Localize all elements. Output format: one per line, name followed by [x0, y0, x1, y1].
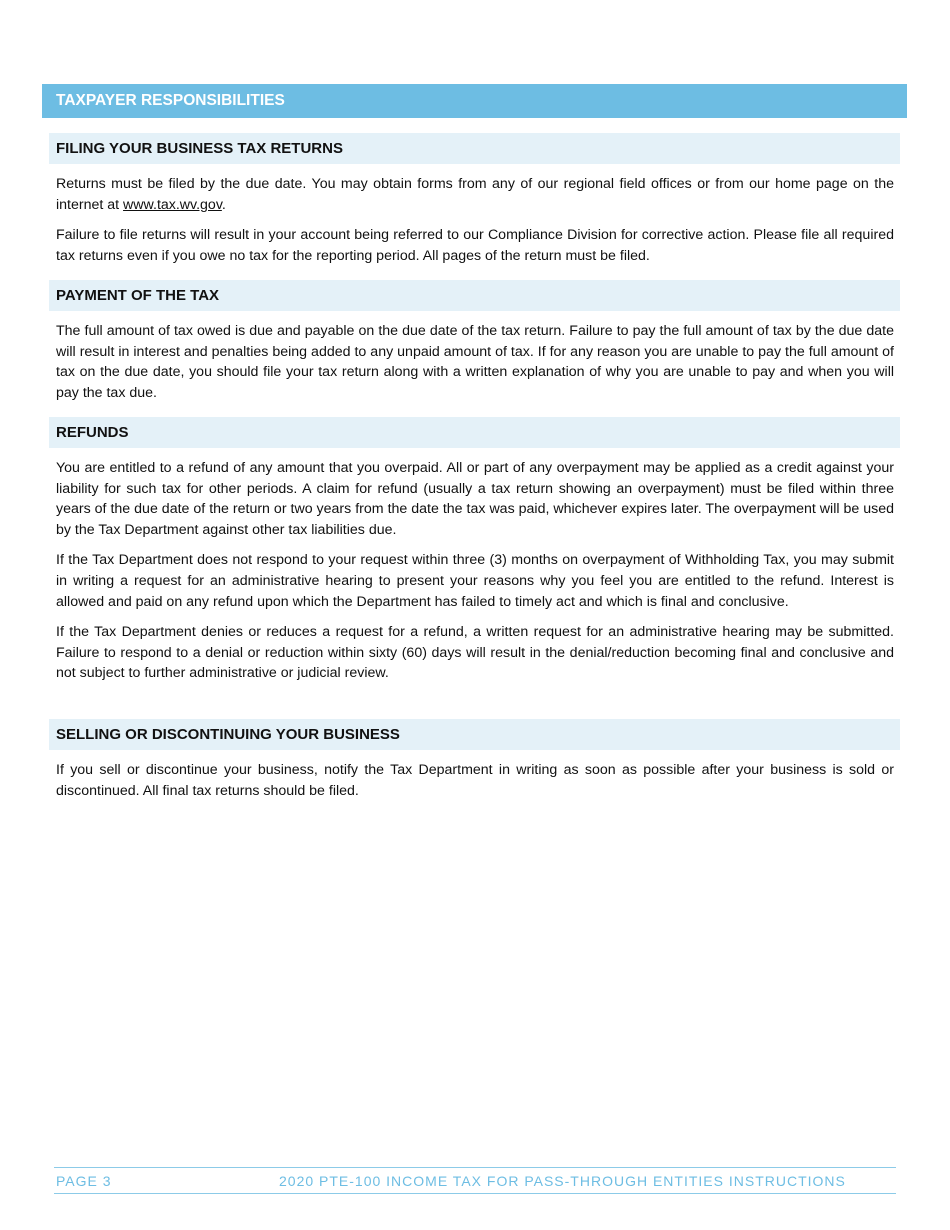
footer-divider-top — [54, 1167, 896, 1168]
section-refunds — [49, 417, 900, 684]
section-heading: PAYMENT OF THE TAX — [49, 280, 900, 311]
page-banner-title: TAXPAYER RESPONSIBILITIES — [42, 84, 907, 118]
section-payment — [49, 280, 900, 403]
footer-divider-bottom — [54, 1193, 896, 1194]
paragraph-text: . — [221, 196, 226, 213]
paragraph — [56, 174, 894, 215]
paragraph: You are entitled to a refund of any amount that you overpaid. All or part of any overpayment may be applied as a credit against your liability for such tax for other periods. A claim for refund (usually a tax return showing an overpayment) must be filed within three years of the due date of the return or two years from the date the tax was paid, whichever expires later. The overpayment will be used by the Tax Department against other tax liabilities due. — [56, 460, 894, 538]
section-filing — [49, 133, 900, 266]
paragraph-text: Returns must be filed by the due date. You may obtain forms from any of our regional field offices or from our home page on the internet at — [56, 176, 894, 213]
website-link[interactable]: www.tax.wv.gov — [123, 196, 222, 213]
paragraph: If the Tax Department does not respond to your request within three (3) months on overpayment of Withholding Tax, you may submit in writing a request for an administrative hearing to present your reasons why you feel you are entitled to the refund. Interest is allowed and paid on any refund upon which the Department has failed to timely act and which is final and conclusive. — [56, 552, 894, 610]
paragraph: If you sell or discontinue your business, notify the Tax Department in writing as soon as possible after your business is sold or discontinued. All final tax returns should be filed. — [56, 762, 894, 799]
paragraph: If the Tax Department denies or reduces a request for a refund, a written request for an administrative hearing may be submitted. Failure to respond to a denial or reduction within sixty (60) days will result in the denial/reduction becoming final and conclusive and not subject to further administrative or judicial review. — [56, 624, 894, 682]
paragraph: Failure to file returns will result in your account being referred to our Compliance Division for corrective action. Please file all required tax returns even if you owe no tax for the reporting period. All pages of the return must be filed. — [56, 227, 894, 264]
section-heading: FILING YOUR BUSINESS TAX RETURNS — [49, 133, 900, 164]
paragraph: The full amount of tax owed is due and payable on the due date of the tax return. Failure to pay the full amount of tax by the due date will result in interest and penalties being added to any unpaid amount of tax. If for any reason you are unable to pay the full amount of tax on the due date, you should file your tax return along with a written explanation of why you are unable to pay and when you will pay the tax due. — [56, 323, 894, 401]
section-heading: SELLING OR DISCONTINUING YOUR BUSINESS — [49, 719, 900, 750]
section-selling — [49, 719, 900, 801]
footer-page-number: PAGE 3 — [56, 1173, 112, 1189]
section-heading: REFUNDS — [49, 417, 900, 448]
footer-document-title: 2020 PTE-100 INCOME TAX FOR PASS-THROUGH ENTITIES INSTRUCTIONS — [279, 1173, 846, 1189]
